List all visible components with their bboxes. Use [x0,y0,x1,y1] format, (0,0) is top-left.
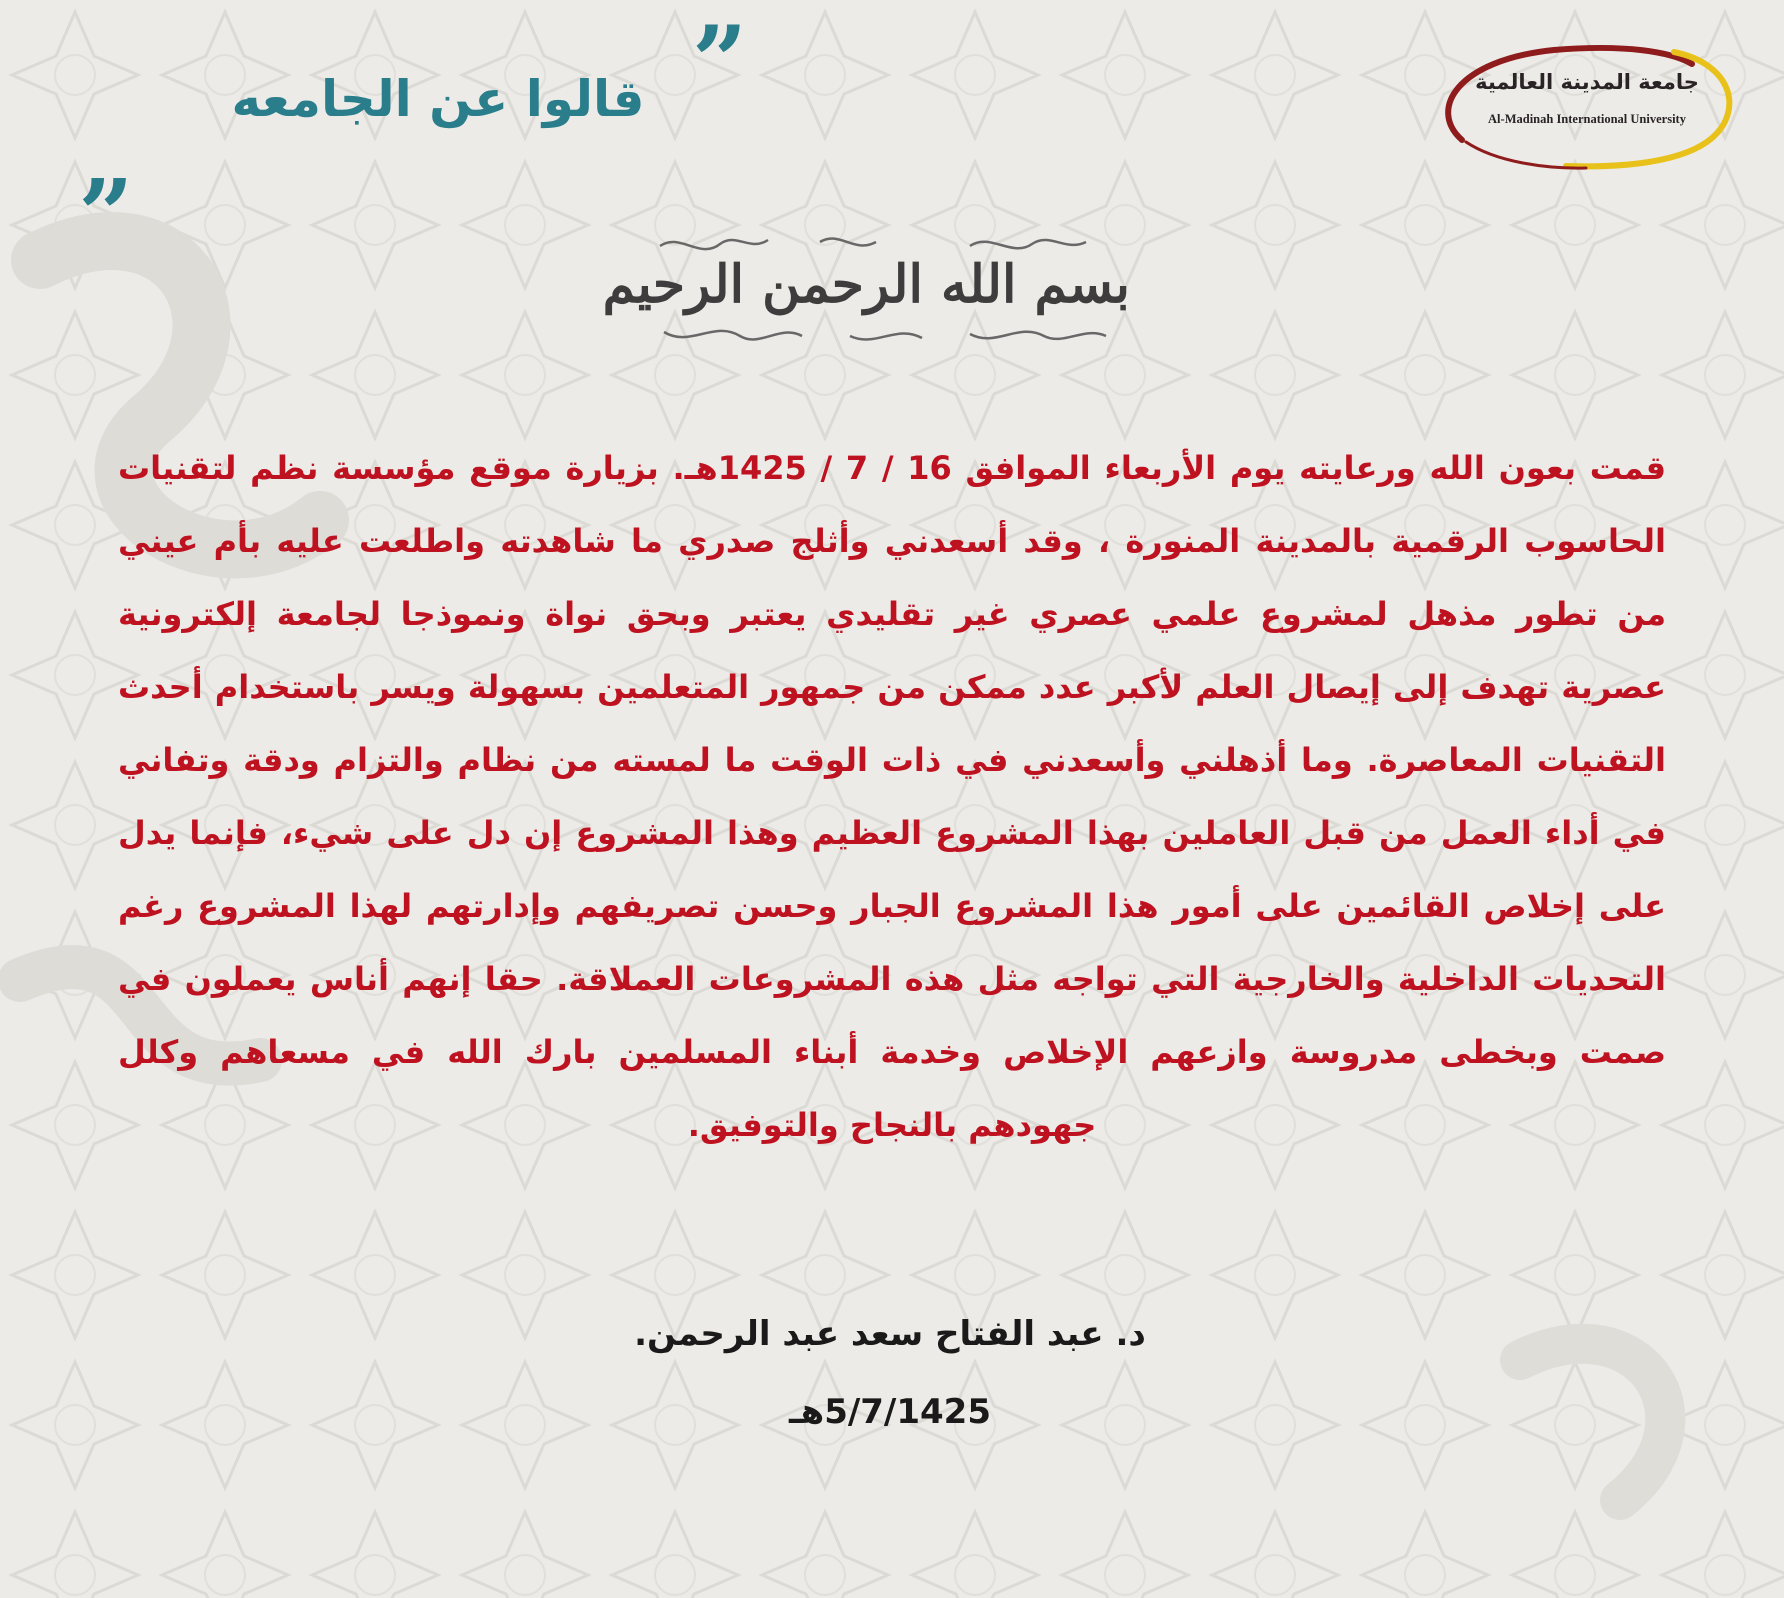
university-logo [1426,42,1746,174]
basmala-text: بسم الله الرحمن الرحيم [602,254,1130,315]
logo-ring-icon [1426,42,1746,174]
quote-close-icon: „ [80,103,136,216]
quote-open-icon: ” [692,5,748,118]
signature-date: 5/7/1425هـ [789,1392,991,1432]
basmala-calligraphy [602,232,1130,348]
signature-name: د. عبد الفتاح سعد عبد الرحمن. [634,1314,1146,1354]
logo-name-english: Al-Madinah International University [1488,112,1686,126]
page-title: قالوا عن الجامعه [231,70,645,128]
logo-name-arabic: جامعة المدينة العالمية [1475,70,1699,94]
testimony-paragraph: قمت بعون الله ورعايته يوم الأربعاء الموافق 16 / 7 / 1425هـ. بزيارة موقع مؤسسة نظم لتقنيات الحاسوب الرقمية بالمدينة المنورة ، وقد أسعدني وأثلج صدري ما شاهدته واطلعت عليه بأم عيني من تطور مذهل لمشروع علمي عصري غير تقليدي يعتبر وبحق نواة ونموذجا لجامعة إلكترونية عصرية تهدف إلى إيصال العلم لأكبر عدد ممكن من جمهور المتعلمين بسهولة ويسر باستخدام أحدث التقنيات المعاصرة. وما أذهلني وأسعدني في ذات الوقت ما لمسته من نظام والتزام ودقة وتفاني في أداء العمل من قبل العاملين بهذا المشروع العظيم وهذا المشروع إن دل على شيء، فإنما يدل على إخلاص القائمين على أمور هذا المشروع الجبار وحسن تصريفهم وإدارتهم لهذا المشروع رغم التحديات الداخلية والخارجية التي تواجه مثل هذه المشروعات العملاقة. حقا إنهم أناس يعملون في صمت وبخطى مدروسة وازعهم الإخلاص وخدمة أبناء المسلمين بارك الله في مسعاهم وكلل جهودهم بالنجاح والتوفيق. [118,449,1667,1144]
